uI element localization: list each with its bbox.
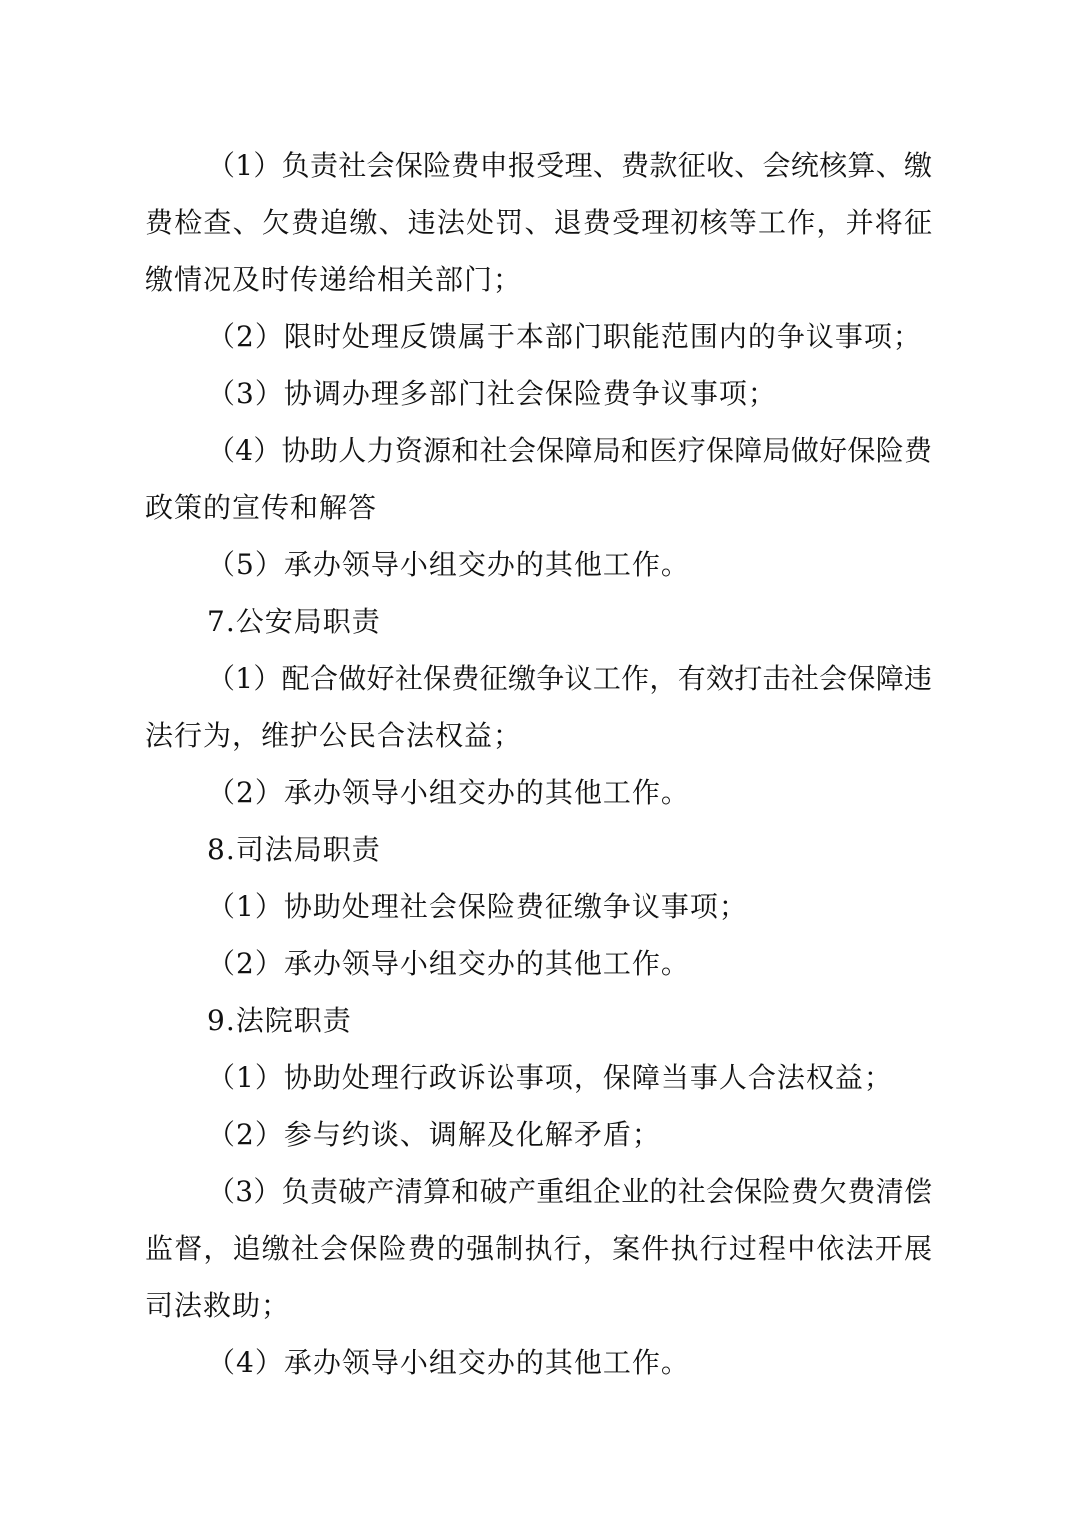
paragraph <box>145 422 932 536</box>
paragraph <box>145 935 932 992</box>
text-line: （5）承办领导小组交办的其他工作。 <box>207 548 690 581</box>
text-line: （4）承办领导小组交办的其他工作。 <box>207 1346 690 1379</box>
text-line: （3）负责破产清算和破产重组企业的社会保险费欠费清偿 <box>207 1175 932 1208</box>
paragraph <box>145 1334 932 1391</box>
text-line: （1）协助处理行政诉讼事项，保障当事人合法权益； <box>207 1061 893 1094</box>
text-line: （2）参与约谈、调解及化解矛盾； <box>207 1118 661 1151</box>
text-line: （1）负责社会保险费申报受理、费款征收、会统核算、缴 <box>207 149 932 182</box>
text-line: 司法救助； <box>145 1289 291 1322</box>
text-line: 法行为，维护公民合法权益； <box>145 719 523 752</box>
text-line: 缴情况及时传递给相关部门； <box>145 263 523 296</box>
paragraph <box>145 764 932 821</box>
paragraph <box>145 650 932 764</box>
text-line: （4）协助人力资源和社会保障局和医疗保障局做好保险费 <box>207 434 932 467</box>
section-heading <box>145 593 932 650</box>
text-line: （2）承办领导小组交办的其他工作。 <box>207 776 690 809</box>
section-heading <box>145 992 932 1049</box>
text-line: （2）限时处理反馈属于本部门职能范围内的争议事项； <box>207 320 922 353</box>
paragraph <box>145 1106 932 1163</box>
text-line: （1）协助处理社会保险费征缴争议事项； <box>207 890 748 923</box>
text-line: （2）承办领导小组交办的其他工作。 <box>207 947 690 980</box>
paragraph <box>145 1049 932 1106</box>
paragraph <box>145 878 932 935</box>
text-line: 费检查、欠费追缴、违法处罚、退费受理初核等工作，并将征 <box>145 206 932 239</box>
paragraph <box>145 1163 932 1334</box>
text-line: 政策的宣传和解答 <box>145 491 378 524</box>
section-heading-text: 8.司法局职责 <box>207 833 381 866</box>
paragraph <box>145 308 932 365</box>
text-line: （1）配合做好社保费征缴争议工作，有效打击社会保障违 <box>207 662 932 695</box>
section-heading <box>145 821 932 878</box>
paragraph <box>145 536 932 593</box>
document-page <box>145 137 932 1391</box>
paragraph <box>145 137 932 308</box>
text-line: 监督，追缴社会保险费的强制执行，案件执行过程中依法开展 <box>145 1232 932 1265</box>
text-line: （3）协调办理多部门社会保险费争议事项； <box>207 377 777 410</box>
section-heading-text: 7.公安局职责 <box>207 605 381 638</box>
paragraph <box>145 365 932 422</box>
section-heading-text: 9.法院职责 <box>207 1004 352 1037</box>
